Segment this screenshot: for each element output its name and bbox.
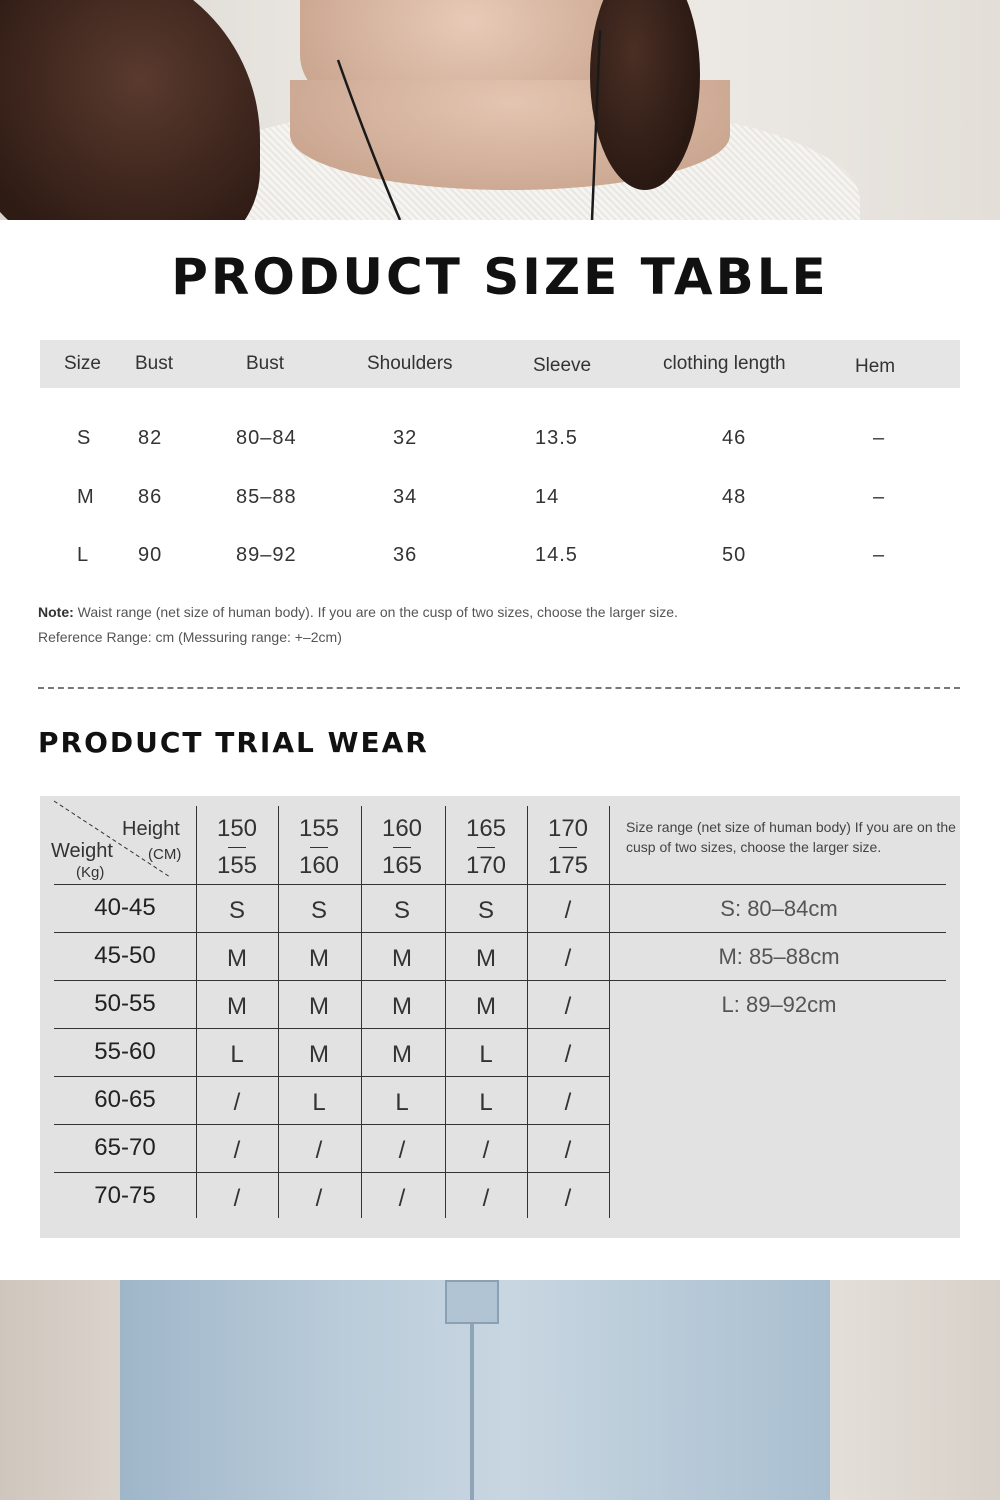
size-recommendation: M — [476, 993, 496, 1020]
size-recommendation: M — [227, 945, 247, 972]
size-recommendation: M — [476, 945, 496, 972]
table-divider — [54, 932, 946, 933]
header-shoulders: Shoulders — [367, 353, 453, 374]
size-cell: 90 — [138, 544, 163, 566]
size-recommendation: / — [482, 1185, 490, 1212]
size-cell: 82 — [138, 427, 163, 449]
size-range-value: S: 80–84cm — [720, 896, 838, 921]
header-clothing-length: clothing length — [663, 353, 786, 374]
size-recommendation: / — [564, 897, 572, 924]
size-recommendation: / — [315, 1137, 323, 1164]
reference-range: Reference Range: cm (Messuring range: +–2cm) — [38, 629, 342, 645]
table-divider — [54, 980, 946, 981]
size-recommendation: M — [227, 993, 247, 1020]
weight-range-label: 55-60 — [94, 1038, 156, 1065]
size-recommendation: / — [315, 1185, 323, 1212]
size-recommendation: M — [392, 1041, 412, 1068]
header-hem: Hem — [855, 356, 896, 377]
size-recommendation: / — [564, 993, 572, 1020]
size-cell: L — [77, 544, 90, 566]
size-cell: – — [873, 427, 886, 449]
size-cell: 13.5 — [535, 427, 578, 449]
weight-range-label: 60-65 — [94, 1086, 156, 1113]
size-recommendation: S — [477, 897, 494, 924]
size-recommendation: / — [564, 1089, 572, 1116]
size-recommendation: / — [564, 1041, 572, 1068]
size-cell: 48 — [722, 486, 747, 508]
trial-wear-title: PRODUCT TRIAL WEAR — [38, 726, 429, 759]
size-range-value: M: 85–88cm — [718, 944, 840, 969]
size-range-note: Size range (net size of human body) If you are on the cusp of two sizes, choose the larger size. — [626, 819, 956, 855]
size-recommendation: / — [564, 1137, 572, 1164]
size-recommendation: L — [395, 1089, 409, 1116]
size-recommendation: / — [398, 1185, 406, 1212]
size-table-header — [40, 340, 960, 388]
model-photo-top — [0, 0, 1000, 220]
size-recommendation: / — [233, 1089, 241, 1116]
size-cell: 34 — [393, 486, 418, 508]
height-range-header: 160 165 — [381, 815, 423, 879]
size-recommendation: S — [310, 897, 327, 924]
table-divider — [54, 884, 946, 885]
size-cell: 80–84 — [236, 427, 297, 449]
size-recommendation: L — [479, 1041, 493, 1068]
size-cell: 46 — [722, 427, 747, 449]
size-range-value: L: 89–92cm — [721, 992, 837, 1017]
height-range-header: 155 160 — [298, 815, 340, 879]
weight-range-label: 45-50 — [94, 942, 156, 969]
height-range-header: 170 175 — [547, 815, 589, 879]
size-recommendation: / — [233, 1137, 241, 1164]
size-recommendation: / — [564, 945, 572, 972]
header-bust-range: Bust — [246, 353, 285, 374]
size-recommendation: M — [309, 1041, 329, 1068]
header-sleeve: Sleeve — [533, 355, 592, 376]
table-divider — [54, 1172, 609, 1173]
corner-kg-label: (Kg) — [76, 864, 105, 881]
size-cell: 14 — [535, 486, 560, 508]
header-bust: Bust — [135, 353, 174, 374]
weight-range-label: 65-70 — [94, 1134, 156, 1161]
table-divider — [54, 1124, 609, 1125]
size-note: Note: Waist range (net size of human body). If you are on the cusp of two sizes, choose the larger size. — [38, 604, 678, 620]
size-cell: 36 — [393, 544, 418, 566]
size-cell: – — [873, 544, 886, 566]
height-range-header: 150 155 — [216, 815, 258, 879]
corner-weight-label: Weight — [51, 840, 113, 862]
size-recommendation: / — [233, 1185, 241, 1212]
size-cell: 89–92 — [236, 544, 297, 566]
corner-height-label: Height — [122, 818, 180, 840]
size-recommendation: L — [230, 1041, 244, 1068]
size-recommendation: M — [309, 993, 329, 1020]
size-recommendation: M — [309, 945, 329, 972]
section-divider — [38, 687, 960, 689]
size-recommendation: L — [479, 1089, 493, 1116]
size-cell: 32 — [393, 427, 418, 449]
size-recommendation: S — [228, 897, 245, 924]
weight-range-label: 50-55 — [94, 990, 156, 1017]
size-recommendation: L — [312, 1089, 326, 1116]
size-cell: – — [873, 486, 886, 508]
table-divider — [54, 1028, 609, 1029]
size-recommendation: / — [482, 1137, 490, 1164]
trial-wear-table — [40, 796, 960, 1238]
size-table-title: PRODUCT SIZE TABLE — [171, 248, 829, 306]
size-cell: 86 — [138, 486, 163, 508]
size-recommendation: M — [392, 993, 412, 1020]
size-recommendation: / — [564, 1185, 572, 1212]
size-cell: S — [77, 427, 92, 449]
table-divider — [609, 806, 610, 1218]
size-cell: M — [77, 486, 95, 508]
height-range-header: 165 170 — [465, 815, 507, 879]
size-cell: 14.5 — [535, 544, 578, 566]
size-recommendation: / — [398, 1137, 406, 1164]
size-cell: 85–88 — [236, 486, 297, 508]
model-photo-bottom — [0, 1280, 1000, 1500]
size-recommendation: S — [393, 897, 410, 924]
size-recommendation: M — [392, 945, 412, 972]
table-divider — [54, 1076, 609, 1077]
weight-range-label: 40-45 — [94, 894, 156, 921]
header-size: Size — [64, 353, 101, 374]
size-cell: 50 — [722, 544, 747, 566]
weight-range-label: 70-75 — [94, 1182, 156, 1209]
corner-cm-label: (CM) — [148, 846, 182, 863]
